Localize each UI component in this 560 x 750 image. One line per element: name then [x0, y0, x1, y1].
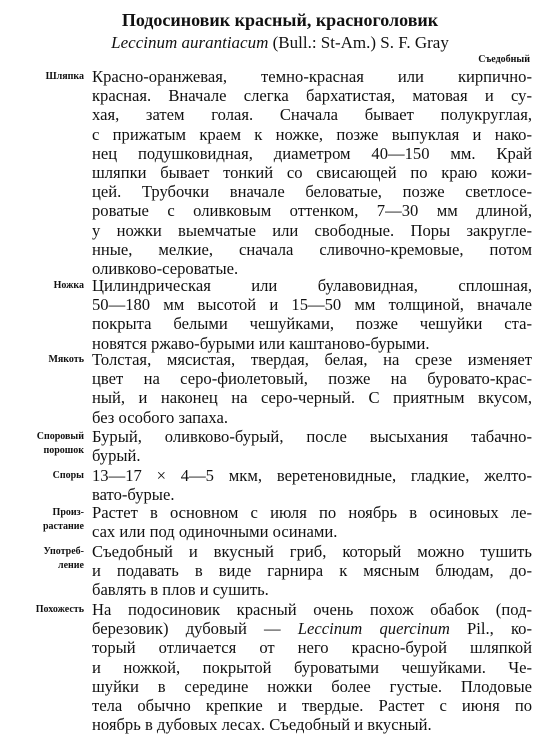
- latin-name-line: [0, 32, 560, 54]
- text-line: 13—17 × 4—5 мкм, веретеновидные, гладкие, желто-: [92, 466, 532, 485]
- text-line: нец подушковидная, диаметром 40—150 мм. Край: [92, 143, 532, 163]
- section-text: [92, 427, 532, 465]
- section-label-line: порошок: [43, 445, 84, 456]
- section-label: [0, 506, 84, 534]
- section-label: Похожесть: [35, 604, 84, 615]
- text-line: и ножкой, покрытой буроватыми чешуйками. Че-: [92, 657, 532, 677]
- text-fragment: березовик) дубовый —: [92, 619, 298, 639]
- text-line: шляпки бывает тонкий со свисающей по краю кожи-: [92, 162, 532, 182]
- text-line: бавлять в плов и сушить.: [92, 580, 269, 600]
- text-line: цей. Трубочки вначале беловатые, позже светлосе-: [92, 182, 532, 202]
- text-line: Съедобный и вкусный гриб, который можно тушить: [92, 542, 532, 561]
- text-line: у ножки выемчатые или свободные. Поры закругле-: [92, 220, 532, 240]
- text-line: Цилиндрическая или булавовидная, сплошная,: [92, 276, 532, 295]
- edibility-label: Съедобный: [478, 54, 530, 65]
- section-label: Шляпка: [45, 71, 84, 82]
- section-label-line: Произ-: [52, 507, 84, 518]
- section-label: [0, 545, 84, 573]
- text-line: тела обычно крепкие и твердые. Растет с июня по: [92, 695, 532, 715]
- text-line: покрыта белыми чешуйками, позже чешуйки ста-: [92, 314, 532, 334]
- latin-authority: (Bull.: St-Am.) S. F. Gray: [268, 33, 449, 52]
- text-line: бурый.: [92, 446, 141, 466]
- text-line: Растет в основном с июля по ноябрь в осиновых ле-: [92, 503, 532, 522]
- text-line: роватые с оливковым оттенком, 7—30 мм длиной,: [92, 201, 532, 221]
- text-line: Бурый, оливково-бурый, после высыхания табачно-: [92, 427, 532, 446]
- text-line: На подосиновик красный очень похож обабок (под-: [92, 600, 532, 619]
- section-label: Ножка: [53, 280, 84, 291]
- text-line: шуйки в середине ножки более густые. Плодовые: [92, 676, 532, 696]
- section-text: [92, 276, 532, 353]
- section-text: [92, 600, 532, 734]
- section-label-line: ление: [57, 560, 84, 571]
- section-text: [92, 503, 532, 541]
- text-line: Красно-оранжевая, темно-красная или кирпично-: [92, 67, 532, 86]
- text-line: с прижатым краем к ножке, позже выпуклая и нако-: [92, 124, 532, 144]
- text-line: Толстая, мясистая, твердая, белая, на срезе изменяет: [92, 350, 532, 369]
- section-label: [0, 430, 84, 458]
- section-text: [92, 542, 532, 600]
- text-line: и подавать в виде гарнира к мясным блюдам, до-: [92, 561, 532, 581]
- section-label: Мякоть: [48, 354, 84, 365]
- section-text: [92, 350, 532, 427]
- text-line: оливково-сероватые.: [92, 258, 239, 278]
- text-line: новятся ржаво-бурыми или каштаново-бурыми.: [92, 333, 430, 353]
- section-label-line: растание: [43, 521, 84, 532]
- text-line: торый отличается от него красно-бурой шляпкой: [92, 638, 532, 658]
- text-line: вато-бурые.: [92, 485, 175, 505]
- text-line: 50—180 мм высотой и 15—50 мм толщиной, вначале: [92, 295, 532, 315]
- section-label-line: Споровый: [36, 431, 84, 442]
- section-text: [92, 466, 532, 504]
- text-line: ный, и наконец на серо-черный. С приятным вкусом,: [92, 388, 532, 408]
- text-line: цвет на серо-фиолетовый, позже на буровато-крас-: [92, 369, 532, 389]
- latin-name-inline: Leccinum quercinum: [297, 619, 450, 639]
- text-line: хая, затем голая. Сначала бывает полукруглая,: [92, 105, 532, 125]
- latin-name: Leccinum aurantiacum: [111, 33, 269, 52]
- text-line: сах или под одиночными осинами.: [92, 522, 338, 542]
- section-label: Споры: [52, 470, 84, 481]
- text-line: [92, 619, 532, 638]
- section-text: [92, 67, 532, 278]
- text-line: без особого запаха.: [92, 407, 228, 427]
- section-label-line: Употреб-: [43, 546, 84, 557]
- text-fragment: Pil., ко-: [449, 619, 532, 639]
- page-title: Подосиновик красный, красноголовик: [121, 10, 439, 30]
- text-line: красная. Вначале слегка бархатистая, матовая и су-: [92, 86, 532, 106]
- text-line: ноябрь в дубовых лесах. Съедобный и вкусный.: [92, 715, 432, 735]
- text-line: нные, мелкие, сначала сливочно-кремовые, потом: [92, 239, 532, 259]
